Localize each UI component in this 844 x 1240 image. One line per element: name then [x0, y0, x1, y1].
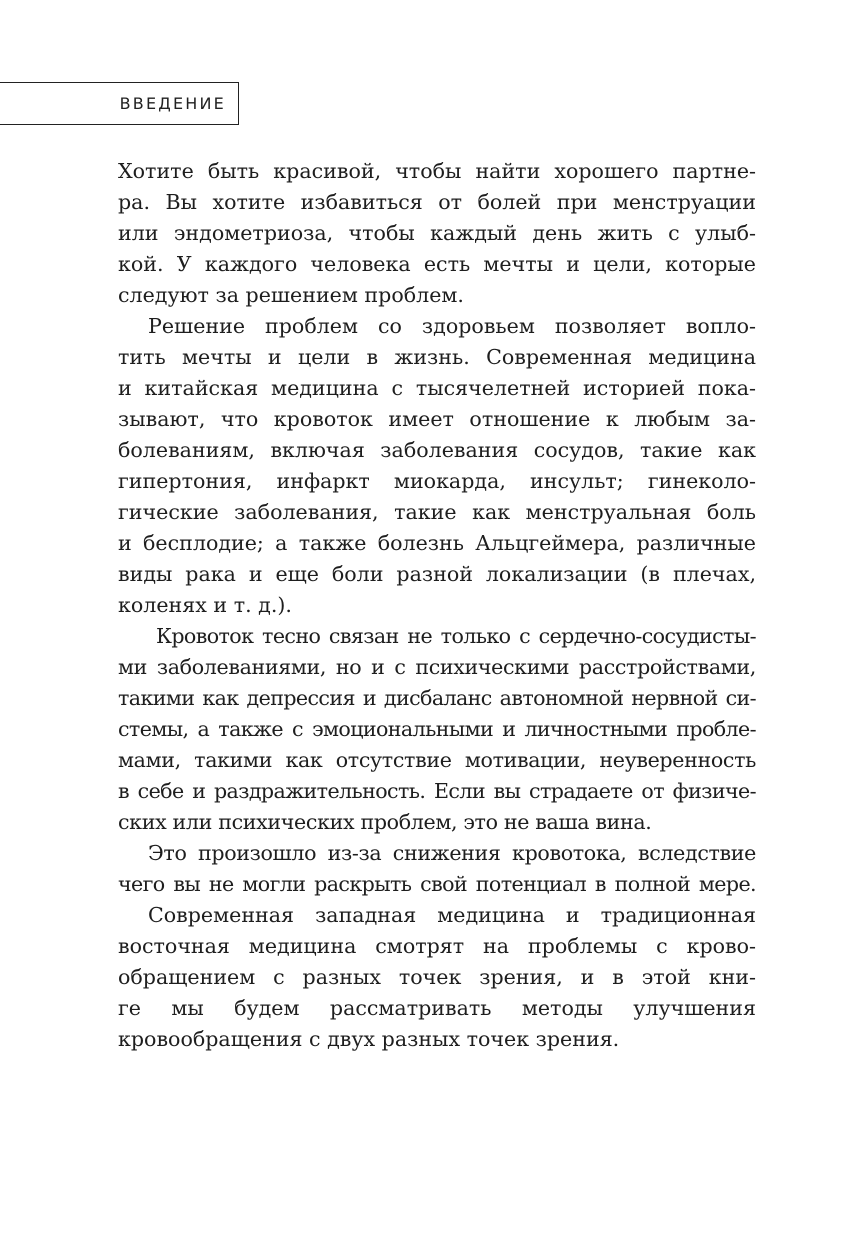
text-line: кровообращения с двух разных точек зрения.: [118, 1027, 620, 1051]
text-line: ра. Вы хотите избавиться от болей при менструации: [118, 190, 756, 214]
text-line: и китайская медицина с тысячелетней историей пока-: [118, 376, 756, 400]
text-line: ми заболеваниями, но и с психическими расстройствами,: [118, 655, 756, 679]
text-line: следуют за решением проблем.: [118, 283, 464, 307]
text-line: ских или психических проблем, это не ваша вина.: [118, 810, 652, 834]
text-line: Решение проблем со здоровьем позволяет вопло-: [148, 314, 756, 338]
section-header-box: [0, 82, 239, 125]
text-line: болеваниям, включая заболевания сосудов, такие как: [118, 438, 756, 462]
text-line: кой. У каждого человека есть мечты и цели, которые: [118, 252, 756, 276]
text-line: мами, такими как отсутствие мотивации, неуверенность: [118, 748, 756, 772]
text-line: Современная западная медицина и традиционная: [148, 903, 756, 927]
paragraph-2: [118, 311, 756, 621]
text-line: такими как депрессия и дисбаланс автономной нервной си-: [118, 686, 756, 710]
paragraph-1: [118, 156, 756, 311]
paragraph-3: [118, 621, 756, 838]
text-line: обращением с разных точек зрения, и в этой кни-: [118, 965, 756, 989]
text-line: и бесплодие; а также болезнь Альцгеймера, различные: [118, 531, 756, 555]
text-line: ге мы будем рассматривать методы улучшения: [118, 996, 756, 1020]
paragraph-5: [118, 900, 756, 1055]
text-line: Кровоток тесно связан не только с сердечно-сосудисты-: [156, 624, 756, 648]
text-line: восточная медицина смотрят на проблемы с крово-: [118, 934, 756, 958]
text-line: в себе и раздражительность. Если вы страдаете от физиче-: [118, 779, 756, 803]
text-line: чего вы не могли раскрыть свой потенциал в полной мере.: [118, 872, 756, 896]
paragraph-4: [118, 838, 756, 900]
text-line: стемы, а также с эмоциональными и личностными пробле-: [118, 717, 756, 741]
text-line: гипертония, инфаркт миокарда, инсульт; гинеколо-: [118, 469, 756, 493]
text-line: зывают, что кровоток имеет отношение к любым за-: [118, 407, 756, 431]
text-line: тить мечты и цели в жизнь. Современная медицина: [118, 345, 756, 369]
text-line: коленях и т. д.).: [118, 593, 292, 617]
section-title: ВВЕДЕНИЕ: [119, 94, 226, 113]
body-text: [118, 156, 756, 1055]
text-line: или эндометриоза, чтобы каждый день жить с улыб-: [118, 221, 756, 245]
text-line: гические заболевания, такие как менструальная боль: [118, 500, 756, 524]
text-line: виды рака и еще боли разной локализации (в плечах,: [118, 562, 756, 586]
text-line: Хотите быть красивой, чтобы найти хорошего партне-: [118, 159, 756, 183]
text-line: Это произошло из-за снижения кровотока, вследствие: [148, 841, 756, 865]
